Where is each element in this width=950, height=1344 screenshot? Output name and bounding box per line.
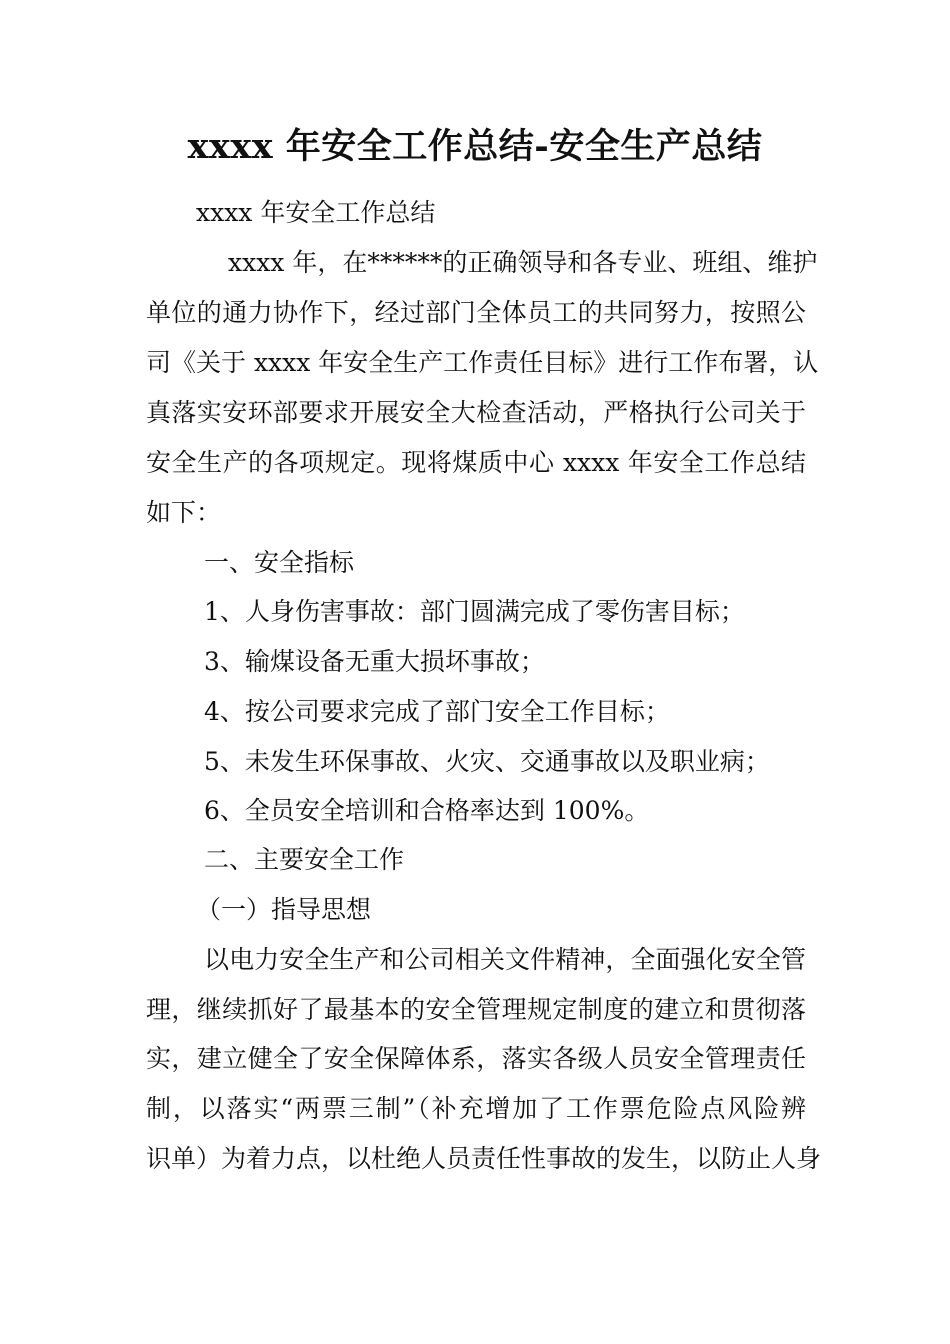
list-item: 4、按公司要求完成了部门安全工作目标； [204,697,670,726]
section-heading: 一、安全指标 [204,548,355,577]
paragraph-line: xxxx 年，在******的正确领导和各专业、班组、维护 [228,248,818,277]
list-item: 5、未发生环保事故、火灾、交通事故以及职业病； [204,747,770,776]
list-item: 6、全员安全培训和合格率达到 100%。 [204,796,650,825]
paragraph-line: 如下： [146,498,222,527]
paragraph-line: 司《关于 xxxx 年安全生产工作责任目标》进行工作布署，认 [146,348,819,377]
list-item: 3、输煤设备无重大损坏事故； [204,647,545,676]
paragraph-line: 单位的通力协作下，经过部门全体员工的共同努力，按照公 [146,298,806,327]
paragraph-line: 识单）为着力点，以杜绝人员责任性事故的发生，以防止人身 [146,1144,822,1173]
subtitle-line: xxxx 年安全工作总结 [196,198,436,227]
paragraph-line: 安全生产的各项规定。现将煤质中心 xxxx 年安全工作总结 [146,448,806,477]
paragraph-line: 理，继续抓好了最基本的安全管理规定制度的建立和贯彻落 [146,995,806,1024]
subsection-heading: （一）指导思想 [196,895,372,924]
paragraph-line: 真落实安环部要求开展安全大检查活动，严格执行公司关于 [146,398,806,427]
document-title: xxxx 年安全工作总结-安全生产总结 [187,126,763,167]
paragraph-line: 制，以落实“两票三制”（补充增加了工作票危险点风险辨 [146,1094,806,1123]
paragraph-line: 以电力安全生产和公司相关文件精神，全面强化安全管 [204,945,806,974]
paragraph-line: 实，建立健全了安全保障体系，落实各级人员安全管理责任 [146,1044,806,1073]
section-heading: 二、主要安全工作 [204,845,405,874]
list-item: 1、人身伤害事故：部门圆满完成了零伤害目标； [204,597,745,626]
